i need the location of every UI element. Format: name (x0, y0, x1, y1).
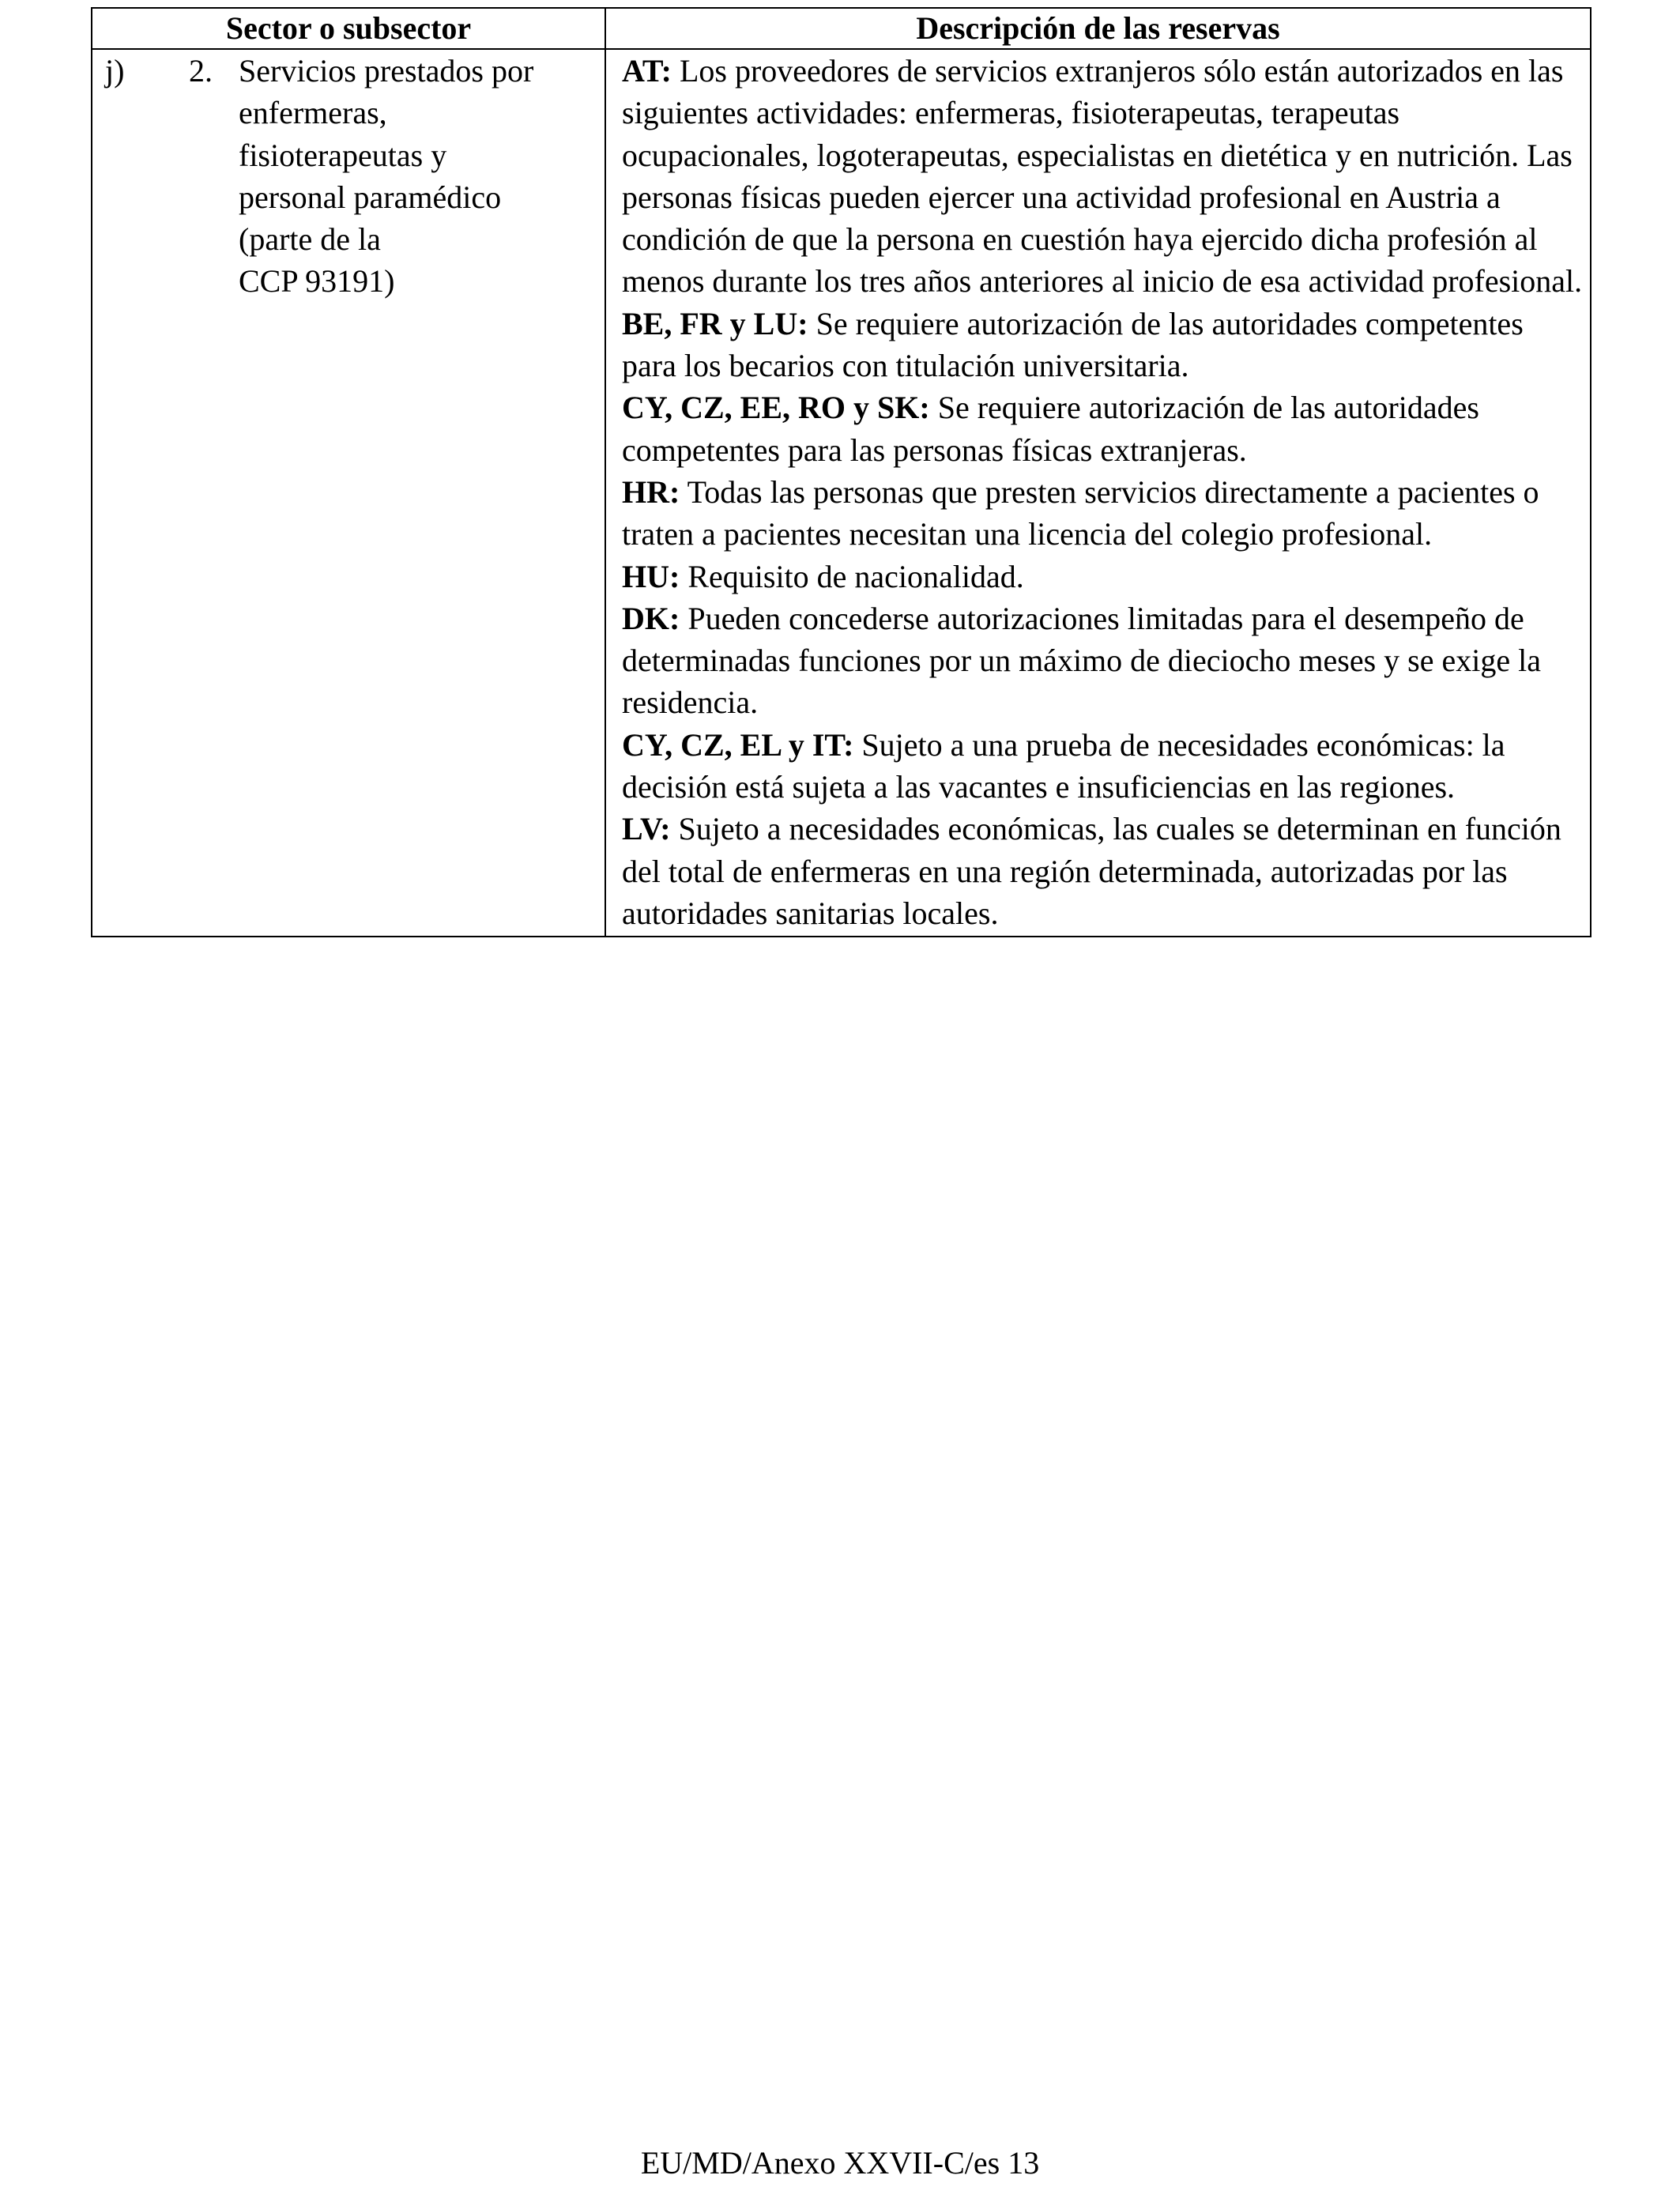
reservation-entry-be-fr-lu (622, 303, 1584, 387)
reservation-text: Los proveedores de servicios extranjeros sólo están autorizados en las siguientes actividades: enfermeras, fisioterapeutas, terapeutas ocupacionales, logoterapeutas, especialistas en dietética y en nutrición. Las personas físicas pueden ejercer una actividad profesional en Austria a condición de que la persona en cuestión haya ejercido dicha profesión al menos durante los tres años anteriores al inicio de esa actividad profesional. (622, 53, 1583, 300)
country-code: HR: (622, 473, 680, 510)
reservation-entry-hu (622, 556, 1584, 598)
sector-line: CCP 93191) (239, 263, 395, 300)
country-code: CY, CZ, EL y IT: (622, 726, 854, 763)
reservation-text: Se requiere autorización de las autoridades competentes para los becarios con titulación universitaria. (622, 305, 1524, 384)
country-code: DK: (622, 600, 680, 636)
sector-cell (92, 49, 605, 937)
reservation-text: Sujeto a necesidades económicas, las cuales se determinan en función del total de enfermeras en una región determinada, autorizadas por las autoridades sanitarias locales. (622, 811, 1561, 931)
reserves-table (91, 7, 1591, 937)
sector-line: (parte de la (239, 221, 381, 258)
country-code: AT: (622, 53, 672, 89)
reservation-entry-cy-cz-el-it (622, 724, 1584, 809)
sector-line: Servicios prestados por (239, 53, 534, 89)
reservation-entry-hr (622, 471, 1584, 556)
sector-line: fisioterapeutas y (239, 137, 447, 173)
country-code: BE, FR y LU: (622, 305, 808, 341)
country-code: LV: (622, 811, 671, 847)
reservation-text: Todas las personas que presten servicios directamente a pacientes o traten a pacientes necesitan una licencia del colegio profesional. (622, 473, 1539, 552)
reservation-text: Sujeto a una prueba de necesidades económicas: la decisión está sujeta a las vacantes e insuficiencias en las regiones. (622, 726, 1505, 805)
reservation-text: Pueden concederse autorizaciones limitadas para el desempeño de determinadas funciones por un máximo de dieciocho meses y se exige la residencia. (622, 600, 1541, 721)
sector-text (239, 50, 605, 303)
country-code: CY, CZ, EE, RO y SK: (622, 390, 930, 426)
sector-line: personal paramédico (239, 179, 502, 215)
reservation-entry-cy-cz-ee-ro-sk (622, 386, 1584, 471)
sector-letter: j) (105, 53, 125, 89)
table-row (92, 49, 1591, 937)
reservation-entry-lv (622, 808, 1584, 934)
table-header-row (92, 8, 1591, 49)
header-description: Descripción de las reservas (605, 8, 1591, 49)
page-footer: EU/MD/Anexo XXVII-C/es 13 (640, 2145, 1040, 2181)
reservation-entry-at (622, 50, 1584, 303)
country-code: HU: (622, 558, 680, 594)
reservation-text: Se requiere autorización de las autoridades competentes para las personas físicas extranjeras. (622, 390, 1479, 468)
header-sector: Sector o subsector (92, 8, 605, 49)
sector-line: enfermeras, (239, 95, 387, 131)
reservation-text: Requisito de nacionalidad. (680, 558, 1024, 594)
description-cell (605, 49, 1591, 937)
sector-number: 2. (189, 53, 213, 89)
reservation-entry-dk (622, 598, 1584, 724)
